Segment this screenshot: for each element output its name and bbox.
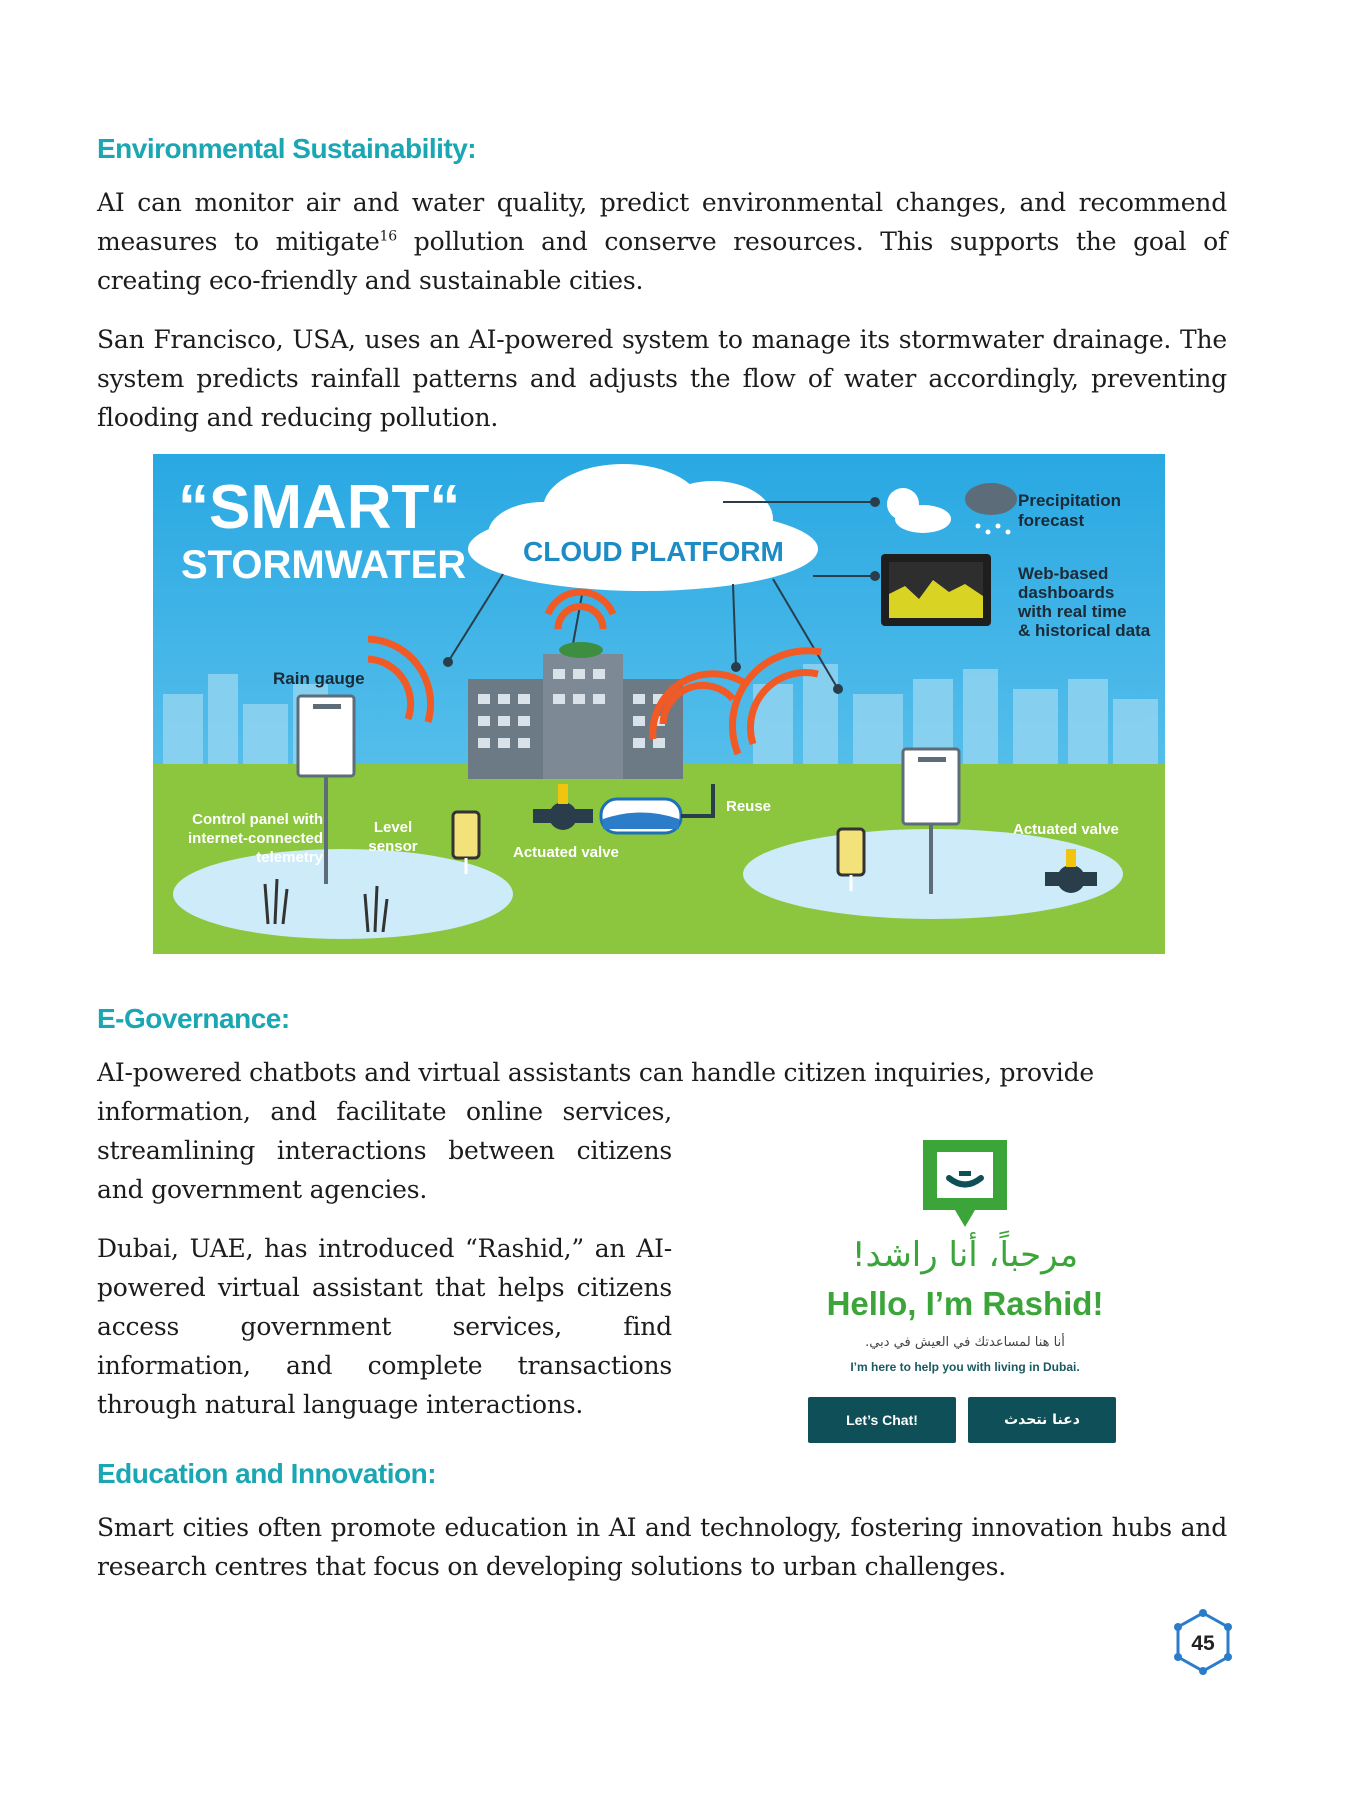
- dashboard-monitor-icon: [881, 554, 991, 626]
- control-panel-label-line1: Control panel with: [192, 811, 323, 828]
- level-sensor-label-line1: Level: [373, 819, 413, 836]
- precipitation-label-line1: Precipitation: [1018, 491, 1121, 510]
- smart-stormwater-infographic: [153, 454, 1165, 954]
- rain-gauge-label: Rain gauge: [273, 669, 365, 688]
- title-smart: “SMART“: [178, 473, 461, 542]
- rashid-arabic-greeting: مرحباً، أنا راشد!: [851, 1235, 1079, 1275]
- environment-para1-text-a: AI can monitor air and water quality, predict environmental changes, and recommend measures to mitigate: [97, 188, 1227, 256]
- precipitation-label-line2: forecast: [1018, 511, 1085, 530]
- lets-chat-arabic-button[interactable]: دعنا نتحدث: [968, 1397, 1116, 1443]
- actuated-valve-left-label: Actuated valve: [513, 844, 619, 861]
- footnote-marker: 16: [379, 228, 397, 245]
- pond-left: [173, 849, 513, 939]
- egov-paragraph-1-line1: AI-powered chatbots and virtual assistants can handle citizen inquiries, provide: [97, 1058, 1094, 1087]
- rashid-greeting: Hello, I’m Rashid!: [826, 1285, 1104, 1322]
- rashid-chat-logo-icon: [915, 1135, 1015, 1235]
- section-heading-egovernance: E-Governance:: [97, 1003, 290, 1034]
- web-dashboard-label-line3: with real time: [1018, 602, 1127, 621]
- page-number: 45: [1191, 1632, 1215, 1655]
- section-heading-education: Education and Innovation:: [97, 1458, 437, 1489]
- title-stormwater: STORMWATER: [181, 543, 467, 587]
- environment-paragraph-1: [97, 183, 1227, 300]
- level-sensor-label-line2: sensor: [368, 838, 418, 855]
- rashid-subtitle: I’m here to help you with living in Dubai.: [850, 1360, 1080, 1374]
- environment-para1-text-b: pollution and conserve resources. This supports the goal of creating eco-friendly and sustainable cities.: [97, 227, 1227, 295]
- environment-paragraph-2: San Francisco, USA, uses an AI-powered system to manage its stormwater drainage. The system predicts rainfall patterns and adjusts the flow of water accordingly, preventing flooding and reducing pollution.: [97, 325, 1227, 432]
- rashid-assistant-card: [800, 1125, 1130, 1455]
- control-panel-label-line3: telemetry: [256, 849, 323, 866]
- lets-chat-button[interactable]: Let’s Chat!: [808, 1397, 956, 1443]
- egov-paragraph-2: Dubai, UAE, has introduced “Rashid,” an AI-powered virtual assistant that helps citizens access government services, find information, and complete transactions through natural language interactions.: [97, 1234, 672, 1419]
- cloud-platform-label: CLOUD PLATFORM: [523, 536, 784, 567]
- rashid-arabic-subtitle: أنا هنا لمساعدتك في العيش في دبي.: [865, 1335, 1065, 1350]
- egov-paragraph-1-rest: information, and facilitate online services, streamlining interactions between citizens and government agencies.: [97, 1097, 672, 1204]
- actuated-valve-right-label: Actuated valve: [1013, 821, 1119, 838]
- page-number-badge: [1168, 1608, 1238, 1678]
- web-dashboard-label-line1: Web-based: [1018, 564, 1109, 583]
- section-heading-environment: Environmental Sustainability:: [97, 133, 477, 164]
- web-dashboard-label-line4: & historical data: [1018, 621, 1151, 640]
- reuse-label: Reuse: [726, 798, 772, 815]
- control-panel-label-line2: internet-connected: [187, 830, 323, 847]
- web-dashboard-label-line2: dashboards: [1018, 583, 1115, 602]
- education-paragraph-1: Smart cities often promote education in AI and technology, fostering innovation hubs and research centres that focus on developing solutions to urban challenges.: [97, 1513, 1227, 1581]
